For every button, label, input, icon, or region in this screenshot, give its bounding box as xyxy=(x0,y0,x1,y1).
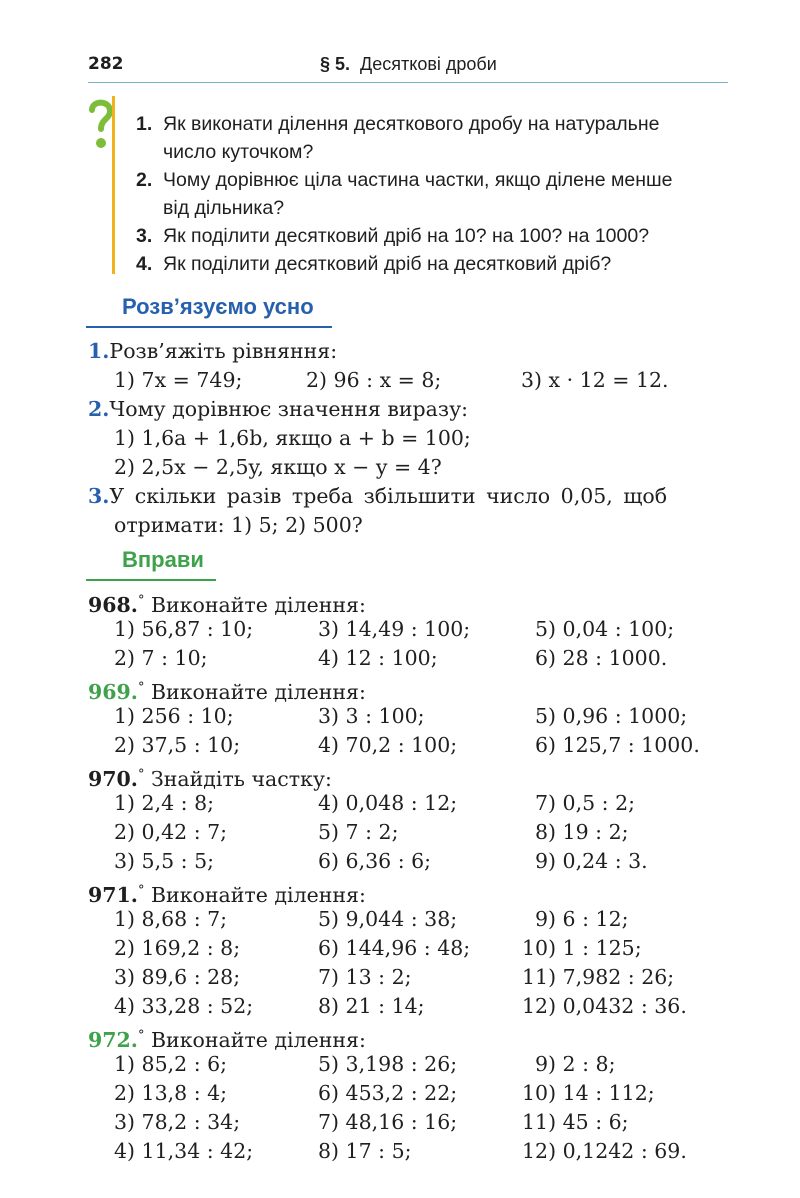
page-header xyxy=(88,52,728,84)
oral-task-2: 2.Чому дорівнює значення виразу: xyxy=(88,397,469,421)
exercise-972: 972.° Виконайте ділення: xyxy=(88,1028,366,1052)
exercise-970: 970.° Знайдіть частку: xyxy=(88,767,332,791)
question-4: 4. Як поділити десятковий дріб на десятковий дріб? xyxy=(136,253,612,275)
exercise-971: 971.° Виконайте ділення: xyxy=(88,883,366,907)
exercises-list: 968.° Виконайте ділення: 1) 56,87 : 10; 3) 14,49 : 100; 5) 0,04 : 100; 2) 7 : 10; 4) 12 : 100; 6) 28 : 1000. 969.° Виконайте ділення: 1) 256 : 10; 3) 3 : 100; 5) 0,96 : 1000; 2) 37,5 : 10; 4) 70,2 : 100; 6) 125,7 : 1000. 970.° Знайдіть частку: 1) 2,4 : 8; 4) 0,048 : 12; 7) 0,5 : 2; 2) 0,42 : 7; 5) 7 : 2; 8) 19 : 2; 3) 5,5 : 5; 6) 6,36 : 6; 9) 0,24 : 3. 971.° Виконайте ділення: 1) 8,68 : 7; 5) 9,044 : 38; 9) 6 : 12; 2) 169,2 : 8; 6) 144,96 : 48; 10) 1 : 125; 3) 89,6 : 28; 7) 13 : 2; 11) 7,982 : 26; 4) 33,28 : 52; 8) 21 : 14; 12) 0,0432 : 36. 972.° Виконайте ділення: 1) 85,2 : 6; 5) 3,198 : 26; 9) 2 : 8; 2) 13,8 : 4; 6) 453,2 : 22; 10) 14 : 112; 3) 78,2 : 34; 7) 48,16 : 16; 11) 45 : 6; 4) 11,34 : 42; 8) 17 : 5; 12) 0,1242 : 69. xyxy=(88,586,728,1166)
exercises-heading-rule xyxy=(86,579,216,581)
oral-tasks: 1.Розв’яжіть рівняння: 1) 7x = 749; 2) 96 : x = 8; 3) x · 12 = 12. 2.Чому дорівнює значення виразу: 1) 1,6a + 1,6b, якщо a + b = 100; 2) 2,5x − 2,5y, якщо x − y = 4? 3.У скільки разів треба збільшити число 0,05, щоб отримати: 1) 5; 2) 500? xyxy=(88,337,728,540)
question-bar xyxy=(112,96,115,274)
oral-task-1: 1.Розв’яжіть рівняння: xyxy=(88,339,338,363)
header-rule xyxy=(88,82,728,83)
question-mark-icon xyxy=(88,98,112,150)
oral-heading: Розв’язуємо усно xyxy=(122,294,314,320)
exercises-heading: Вправи xyxy=(122,547,204,573)
question-1: 1. Як виконати ділення десяткового дробу на натуральне число куточком? xyxy=(136,113,660,163)
page-number: 282 xyxy=(88,54,124,74)
review-questions xyxy=(88,96,728,276)
oral-task-3: 3.У скільки разів треба збільшити число 0,05, щоб xyxy=(88,484,668,508)
exercise-968: 968.° Виконайте ділення: xyxy=(88,593,366,617)
question-3: 3. Як поділити десятковий дріб на 10? на 100? на 1000? xyxy=(136,225,650,247)
section-name: Десяткові дроби xyxy=(360,54,497,74)
question-list xyxy=(136,110,736,278)
oral-heading-rule xyxy=(86,326,332,328)
exercise-969: 969.° Виконайте ділення: xyxy=(88,680,366,704)
section-mark: § 5. xyxy=(320,54,351,74)
question-2: 2. Чому дорівнює ціла частина частки, якщо ділене менше від дільника? xyxy=(136,169,673,219)
section-title xyxy=(320,54,497,75)
